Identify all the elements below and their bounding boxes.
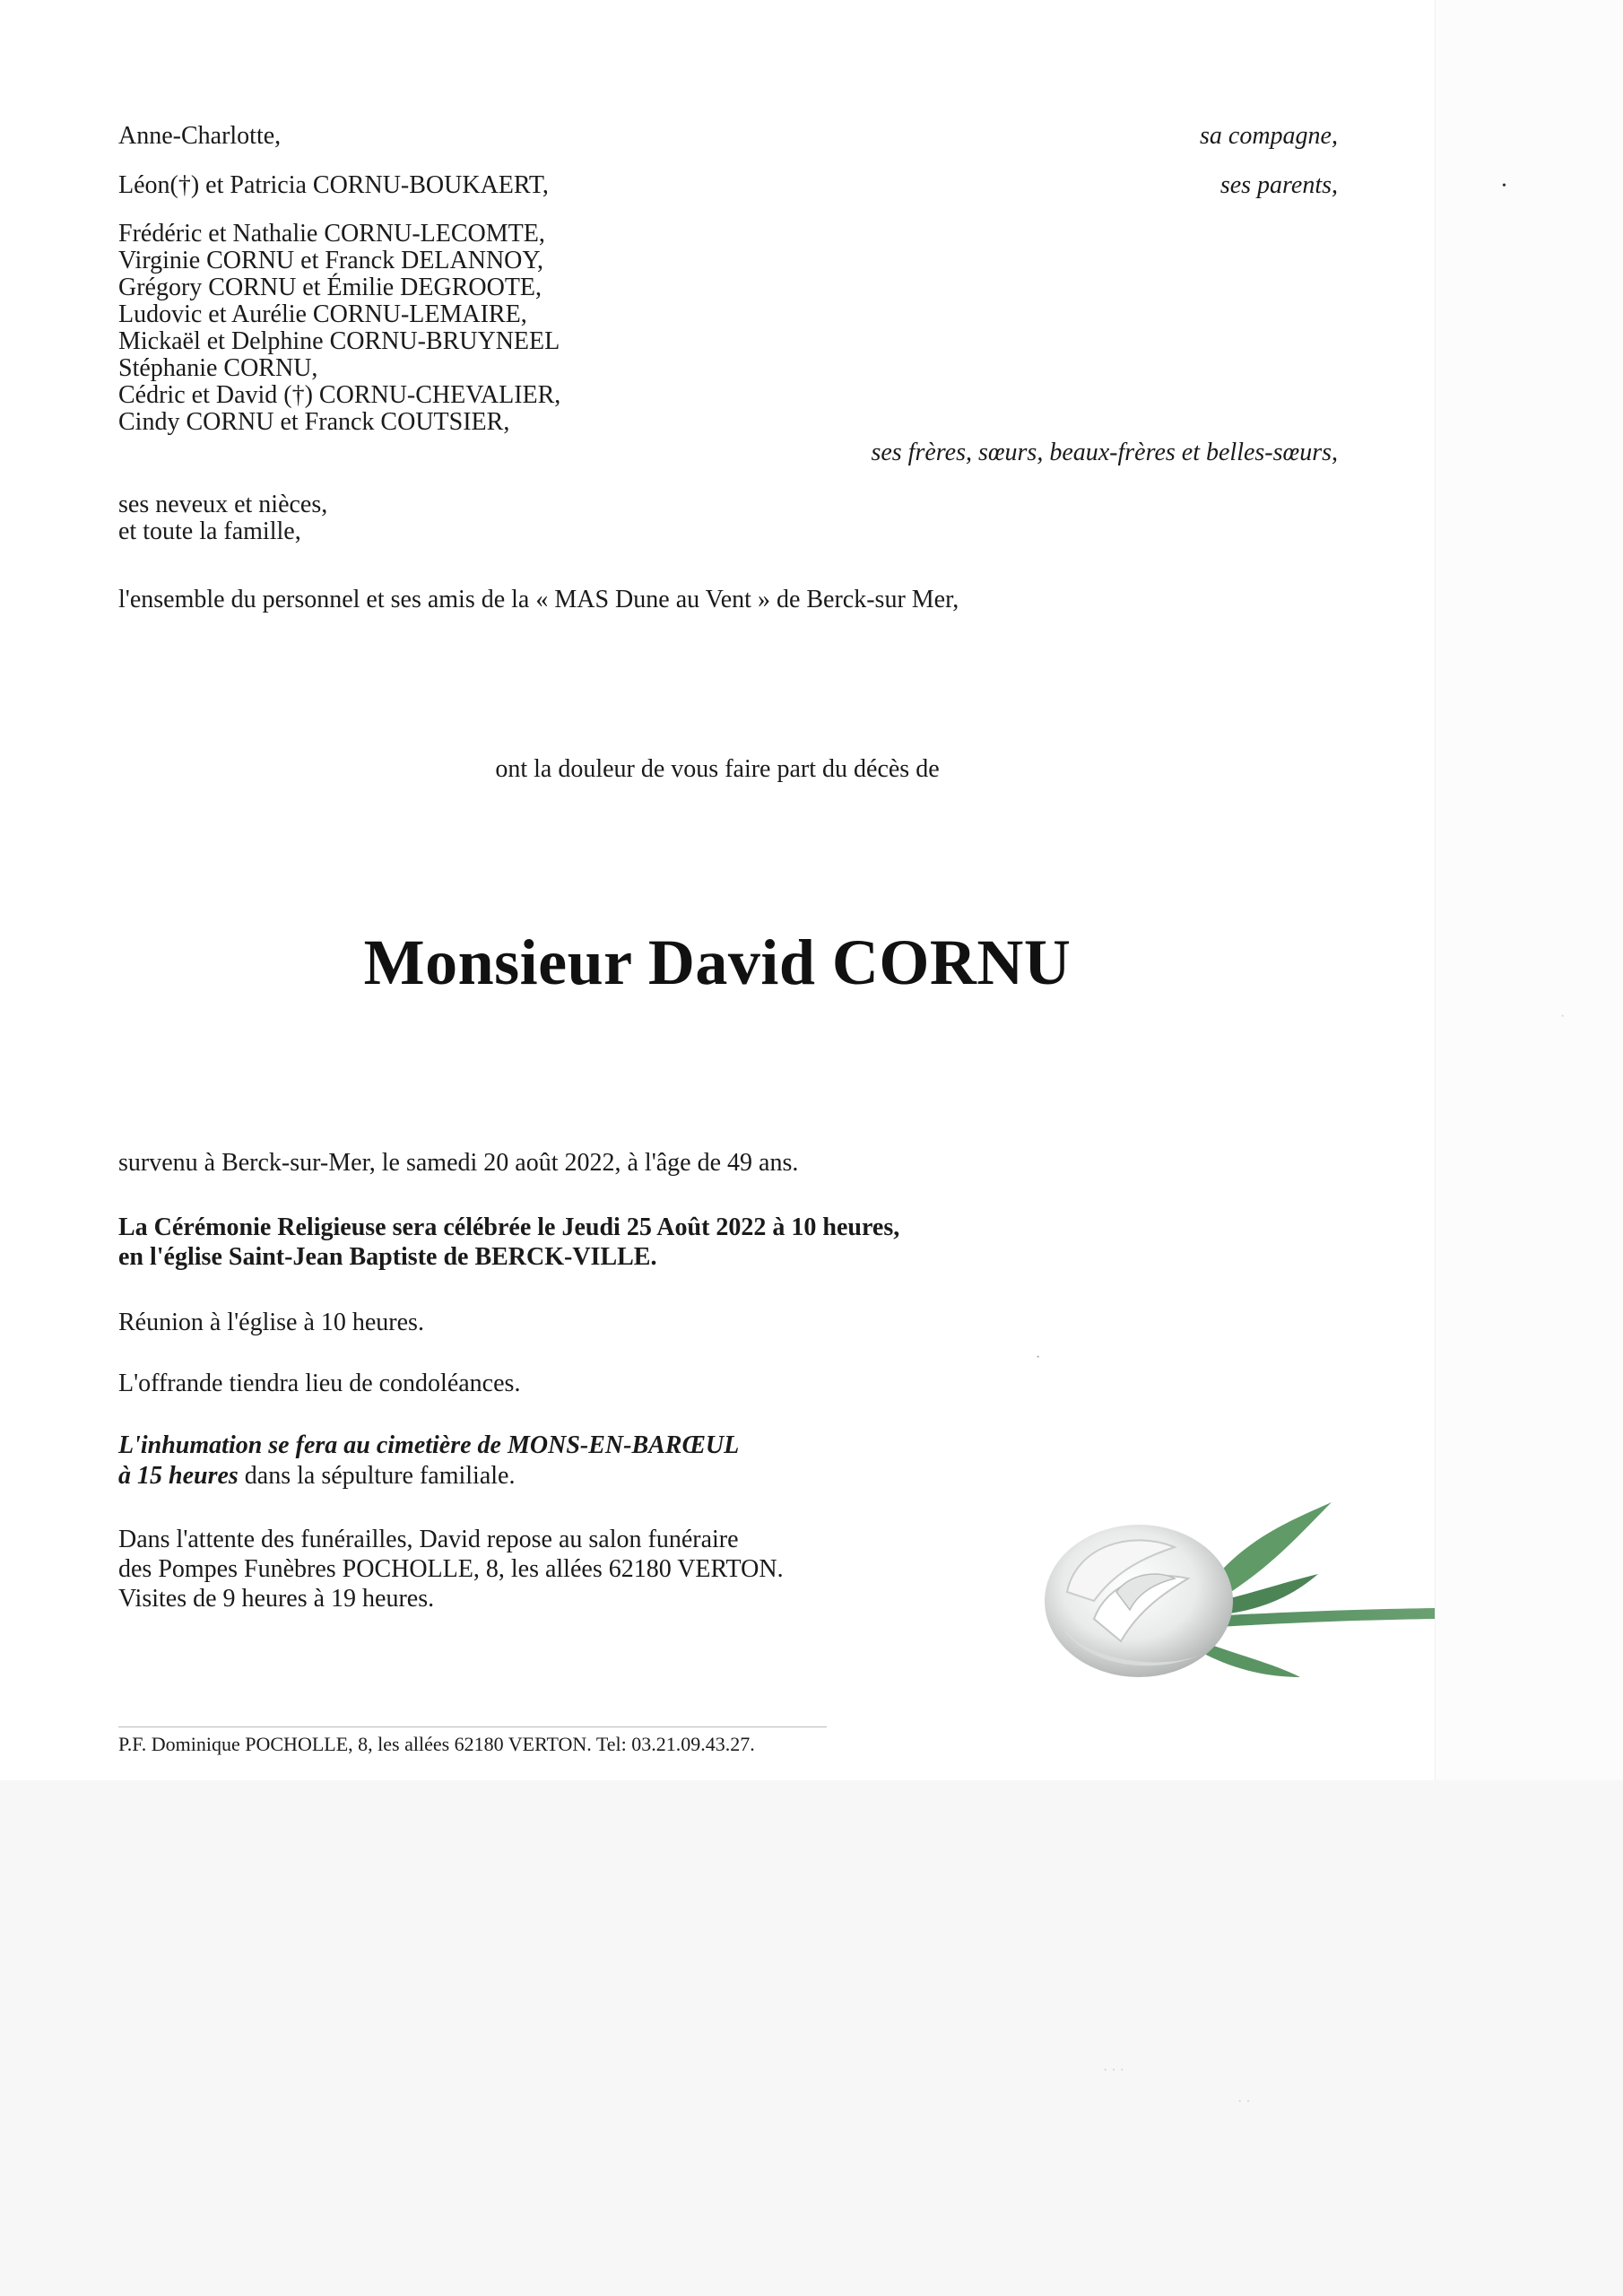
companion-name: Anne-Charlotte, bbox=[118, 122, 282, 150]
announcement-intro: ont la douleur de vous faire part du décès de bbox=[495, 755, 940, 783]
sibling-entry: Cédric et David (†) CORNU-CHEVALIER, bbox=[118, 381, 561, 409]
nephews-line: ses neveux et nièces, bbox=[118, 491, 328, 518]
offering-note: L'offrande tiendra lieu de condoléances. bbox=[118, 1370, 521, 1397]
burial-line-1: L'inhumation se fera au cimetière de MONS-EN-BARŒUL bbox=[118, 1431, 740, 1459]
parents-name: Léon(†) et Patricia CORNU-BOUKAERT, bbox=[118, 171, 549, 199]
visits-line: Visites de 9 heures à 19 heures. bbox=[118, 1585, 435, 1613]
funeral-home-footer: P.F. Dominique POCHOLLE, 8, les allées 62180 VERTON. Tel: 03.21.09.43.27. bbox=[118, 1733, 755, 1755]
siblings-relation: ses frères, sœurs, beaux-frères et belles-sœurs, bbox=[871, 439, 1338, 466]
deceased-name: Monsieur David CORNU bbox=[363, 926, 1072, 998]
sibling-entry: Ludovic et Aurélie CORNU-LEMAIRE, bbox=[118, 300, 527, 328]
burial-line-2 bbox=[118, 1461, 515, 1492]
rest-line-2: des Pompes Funèbres POCHOLLE, 8, les allées 62180 VERTON. bbox=[118, 1555, 784, 1583]
parents-relation: ses parents, bbox=[1219, 171, 1338, 199]
rest-line-1: Dans l'attente des funérailles, David repose au salon funéraire bbox=[118, 1526, 739, 1553]
siblings-list bbox=[118, 221, 560, 436]
sibling-entry: Grégory CORNU et Émilie DEGROOTE, bbox=[118, 274, 542, 301]
sibling-entry: Stéphanie CORNU, bbox=[118, 354, 318, 382]
meeting-note: Réunion à l'église à 10 heures. bbox=[118, 1309, 424, 1336]
burial-time: à 15 heures bbox=[118, 1462, 239, 1490]
white-rose-icon bbox=[1031, 1484, 1435, 1700]
sibling-entry: Frédéric et Nathalie CORNU-LECOMTE, bbox=[118, 220, 545, 248]
family-line: et toute la famille, bbox=[118, 517, 301, 545]
staff-line: l'ensemble du personnel et ses amis de la « MAS Dune au Vent » de Berck-sur Mer, bbox=[118, 586, 959, 613]
burial-rest: dans la sépulture familiale. bbox=[238, 1462, 516, 1490]
sibling-entry: Virginie CORNU et Franck DELANNOY, bbox=[118, 247, 544, 274]
scan-margin bbox=[1435, 0, 1623, 1780]
death-details: survenu à Berck-sur-Mer, le samedi 20 août 2022, à l'âge de 49 ans. bbox=[118, 1149, 799, 1177]
ceremony-line-1: La Cérémonie Religieuse sera célébrée le Jeudi 25 Août 2022 à 10 heures, bbox=[118, 1213, 900, 1241]
sibling-entry: Cindy CORNU et Franck COUTSIER, bbox=[118, 408, 510, 436]
ceremony-line-2: en l'église Saint-Jean Baptiste de BERCK-VILLE. bbox=[118, 1243, 657, 1271]
footer-divider bbox=[118, 1726, 827, 1727]
scan-background bbox=[0, 1780, 1623, 2296]
sibling-entry: Mickaël et Delphine CORNU-BRUYNEEL bbox=[118, 327, 560, 355]
companion-relation: sa compagne, bbox=[1200, 122, 1338, 150]
other-family bbox=[118, 491, 327, 545]
